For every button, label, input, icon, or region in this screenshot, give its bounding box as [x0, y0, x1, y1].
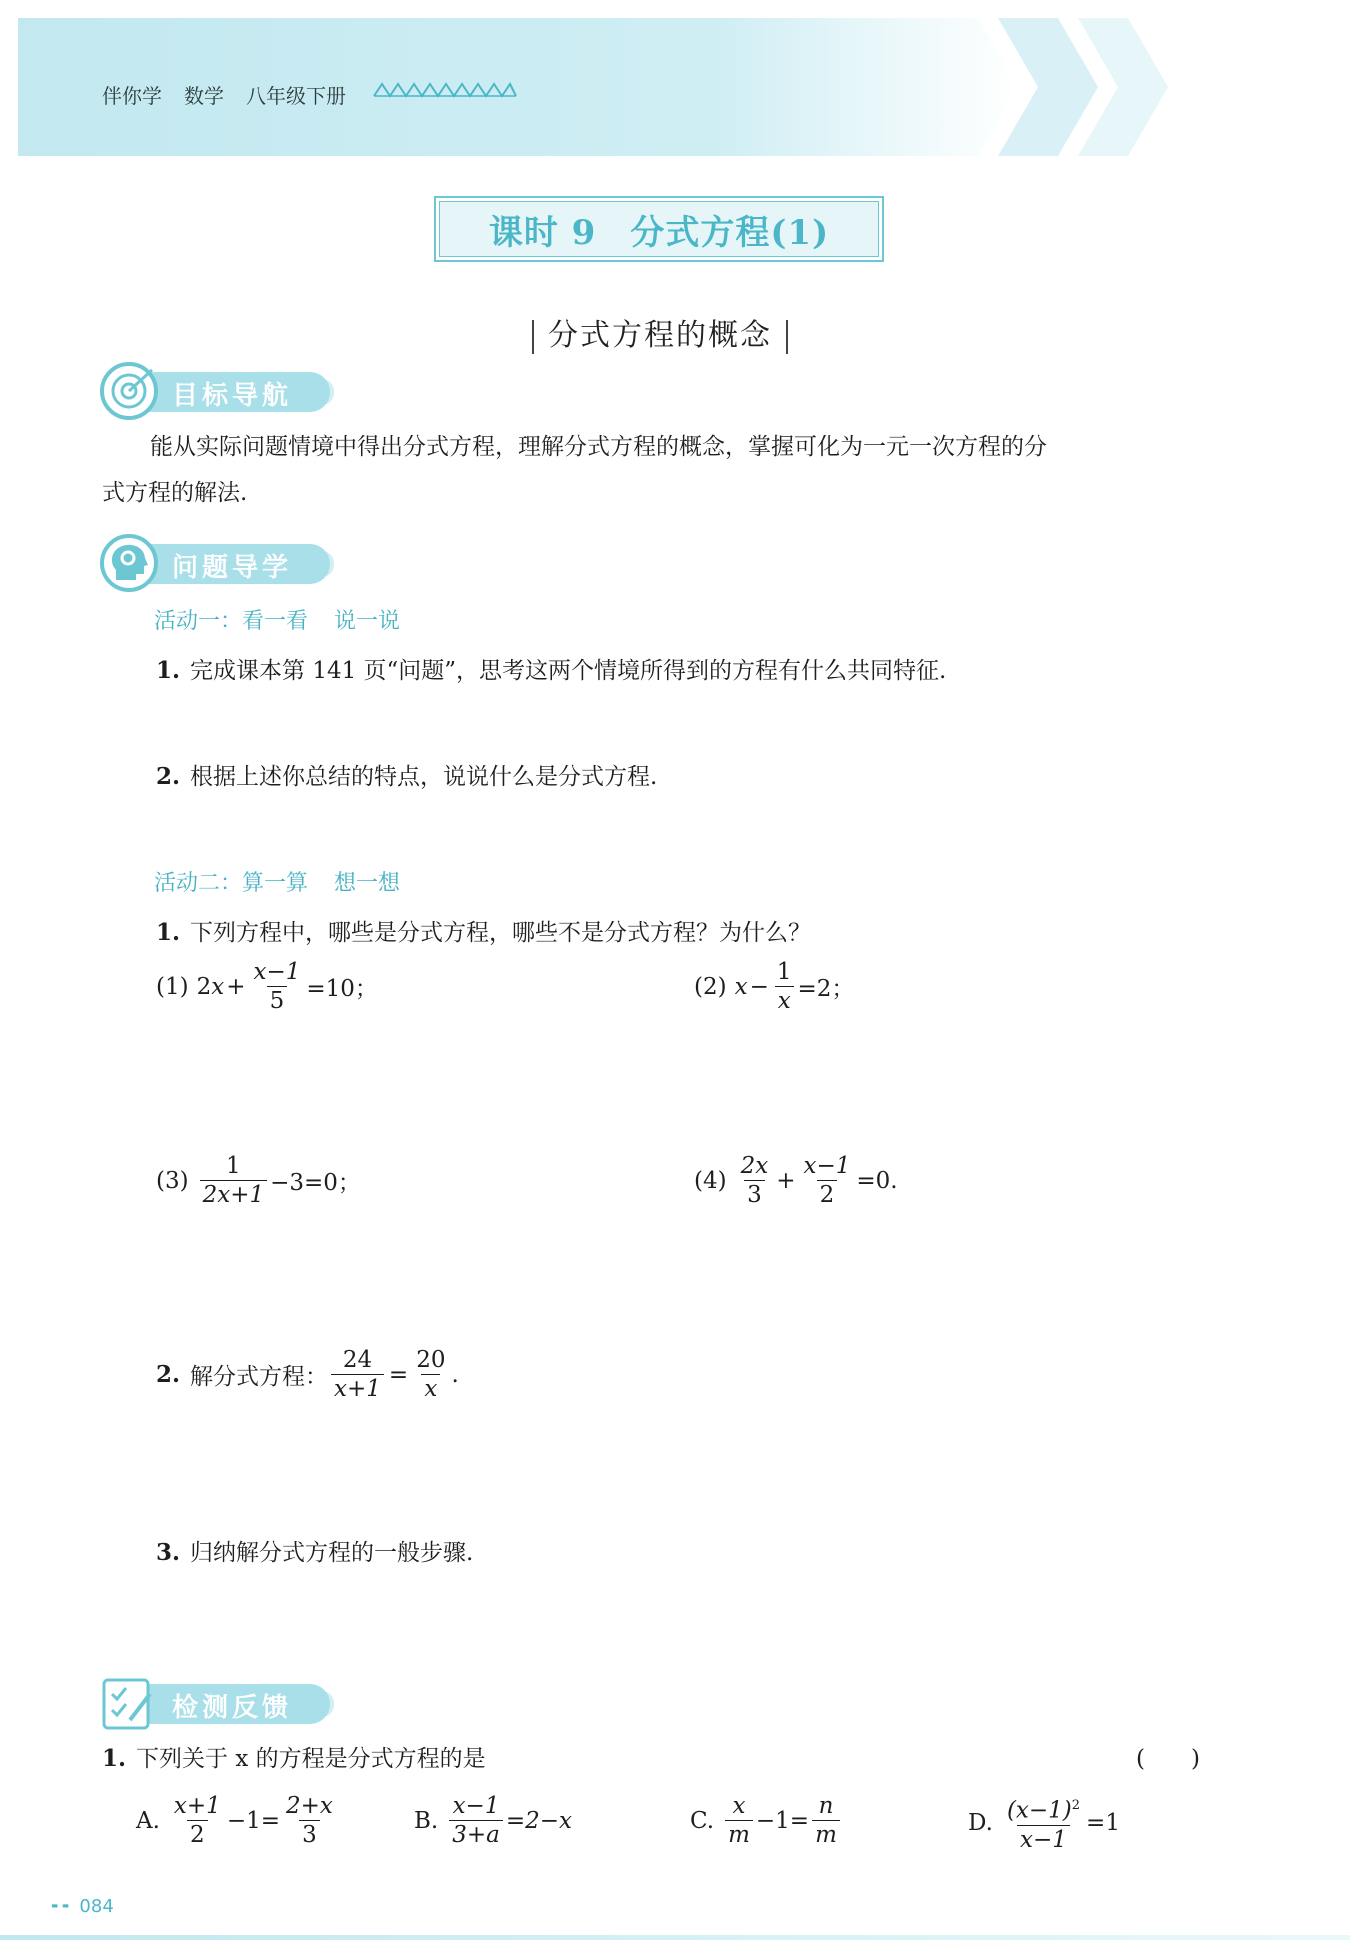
subtitle-right-bar [786, 320, 788, 354]
numerator: 24 [342, 1347, 373, 1373]
lesson-title [439, 201, 879, 257]
numerator: 2+x [286, 1793, 333, 1819]
fraction [774, 958, 795, 1015]
equation-rest: −1= [226, 1807, 280, 1834]
header-subject: 数学 [184, 84, 224, 108]
section-subtitle [510, 310, 810, 354]
denominator: 2 [187, 1820, 208, 1849]
question-text: 下列关于 x 的方程是分式方程的是 [136, 1746, 486, 1772]
header-grade: 八年级下册 [246, 84, 346, 108]
equation-rest: =10； [306, 976, 378, 1002]
question-number: 1. [156, 919, 181, 946]
option-c [690, 1792, 843, 1849]
denominator: 2x+1 [200, 1180, 268, 1209]
activity-one-question-2 [156, 758, 657, 791]
option-a [136, 1792, 339, 1849]
fraction [738, 1152, 772, 1209]
equation-4 [694, 1152, 898, 1209]
equation-1 [156, 958, 378, 1015]
question-number: 3. [156, 1539, 181, 1566]
activity-two-title: 活动二：算一算 [154, 871, 309, 896]
guide-tab-label: 问题导学 [172, 553, 293, 583]
fraction [812, 1792, 840, 1849]
exponent: 2 [1071, 1798, 1081, 1813]
fraction [200, 1152, 268, 1209]
activity-two-question-2 [156, 1346, 459, 1403]
goal-text-line2: 式方程的解法. [102, 480, 248, 506]
equation-rest: =2； [797, 976, 855, 1002]
equation-variable: x [734, 973, 748, 1000]
double-dash-icon: ╸╸ [52, 1896, 74, 1917]
equation-3 [156, 1152, 361, 1209]
equation-rest: −3=0； [270, 1170, 361, 1196]
numerator-base: (x−1) [1006, 1797, 1072, 1824]
option-label: D. [968, 1809, 993, 1836]
question-number: 1. [156, 657, 181, 684]
numerator: 1 [226, 1153, 241, 1179]
denominator: x [421, 1374, 440, 1403]
goal-section-tab [100, 362, 340, 422]
numerator: 2x [740, 1153, 769, 1179]
subtitle-text: 分式方程的概念 [548, 318, 772, 353]
fraction [800, 1152, 853, 1209]
denominator: m [812, 1820, 840, 1849]
subtitle-left-bar [532, 320, 534, 354]
question-text: 完成课本第 141 页“问题”，思考这两个情境所得到的方程有什么共同特征. [190, 658, 947, 684]
numerator: x [732, 1793, 746, 1819]
denominator: 3 [299, 1820, 320, 1849]
answer-parentheses[interactable]: ( ) [1136, 1746, 1200, 1772]
fraction [283, 1792, 336, 1849]
activity-two-question-1 [156, 914, 811, 947]
guide-section-tab [100, 534, 340, 594]
checklist-icon [100, 1674, 160, 1734]
denominator: x−1 [1017, 1825, 1070, 1854]
equation-operator: = [388, 1361, 409, 1388]
activity-one-question-1 [156, 652, 946, 685]
numerator: x−1 [803, 1153, 851, 1179]
equation-rest: =1 [1086, 1809, 1120, 1836]
zigzag-decoration-icon [372, 80, 518, 100]
header-book: 伴你学 [102, 84, 162, 108]
page-number-text: 084 [79, 1896, 114, 1917]
equation-variable: x [211, 973, 225, 1000]
page-number [52, 1896, 114, 1917]
target-icon-glyph [100, 362, 160, 422]
option-b [414, 1792, 572, 1849]
numerator: x−1 [253, 959, 301, 985]
question-number: 2. [156, 1361, 181, 1388]
check-section-tab [100, 1674, 340, 1734]
equation-tag: (3) [156, 1167, 189, 1194]
option-label: A. [136, 1807, 160, 1834]
numerator: n [818, 1793, 834, 1819]
denominator: 2 [817, 1180, 838, 1209]
check-question-1 [102, 1740, 486, 1773]
question-text: 下列方程中，哪些是分式方程，哪些不是分式方程？为什么？ [190, 920, 812, 946]
goal-tab-label: 目标导航 [172, 381, 293, 411]
equation-tag: (2) [694, 973, 727, 1000]
equation-rest: . [451, 1361, 459, 1388]
denominator: m [725, 1820, 753, 1849]
goal-text-line1: 能从实际问题情境中得出分式方程，理解分式方程的概念，掌握可化为一元一次方程的分 [150, 434, 1047, 460]
equation-rest: −1= [755, 1807, 810, 1834]
option-d [968, 1792, 1120, 1854]
equation-tag: (4) [694, 1167, 727, 1194]
numerator: 20 [416, 1347, 446, 1373]
question-text: 解分式方程： [190, 1364, 329, 1390]
question-text: 归纳解分式方程的一般步骤. [190, 1540, 474, 1566]
head-gear-icon-glyph [100, 534, 160, 594]
fraction [1004, 1792, 1083, 1854]
activity-two-heading [154, 866, 400, 897]
activity-one-heading [154, 604, 400, 635]
numerator [1004, 1792, 1083, 1825]
equation-operator: − [749, 973, 769, 1000]
fraction [449, 1792, 503, 1849]
denominator: 3+a [449, 1820, 503, 1849]
header-text [102, 80, 368, 109]
lesson-title-box [434, 196, 884, 262]
fraction [251, 958, 304, 1015]
activity-two-sub: 想一想 [334, 871, 401, 896]
numerator: 1 [776, 959, 792, 985]
question-number: 2. [156, 763, 181, 790]
option-label: C. [690, 1807, 715, 1834]
fraction [331, 1346, 384, 1403]
question-number: 1. [102, 1745, 127, 1772]
fraction [171, 1792, 224, 1849]
denominator: x [775, 986, 794, 1015]
equation-operator: + [226, 973, 246, 1000]
denominator: x+1 [331, 1374, 384, 1403]
lesson-number: 课时 9 [488, 212, 597, 253]
activity-one-title: 活动一：看一看 [154, 609, 309, 634]
equation-tag: (1) [156, 973, 189, 1000]
equation-rest: =2−x [505, 1807, 572, 1834]
numerator: x−1 [452, 1793, 500, 1819]
numerator: x+1 [173, 1793, 221, 1819]
question-text: 根据上述你总结的特点，说说什么是分式方程. [190, 764, 658, 790]
option-label: B. [414, 1807, 439, 1834]
check-tab-label: 检测反馈 [172, 1693, 293, 1723]
equation-operator: + [776, 1167, 796, 1194]
footer-band [0, 1935, 1350, 1940]
fraction [413, 1346, 448, 1403]
equation-term: 2 [196, 973, 212, 1000]
lesson-name: 分式方程(1) [630, 212, 830, 253]
equation-rest: =0. [856, 1167, 898, 1194]
activity-one-sub: 说一说 [334, 609, 401, 634]
equation-2 [694, 958, 854, 1015]
denominator: 5 [267, 986, 288, 1015]
fraction [725, 1792, 753, 1849]
activity-two-question-3 [156, 1534, 473, 1567]
denominator: 3 [744, 1180, 765, 1209]
